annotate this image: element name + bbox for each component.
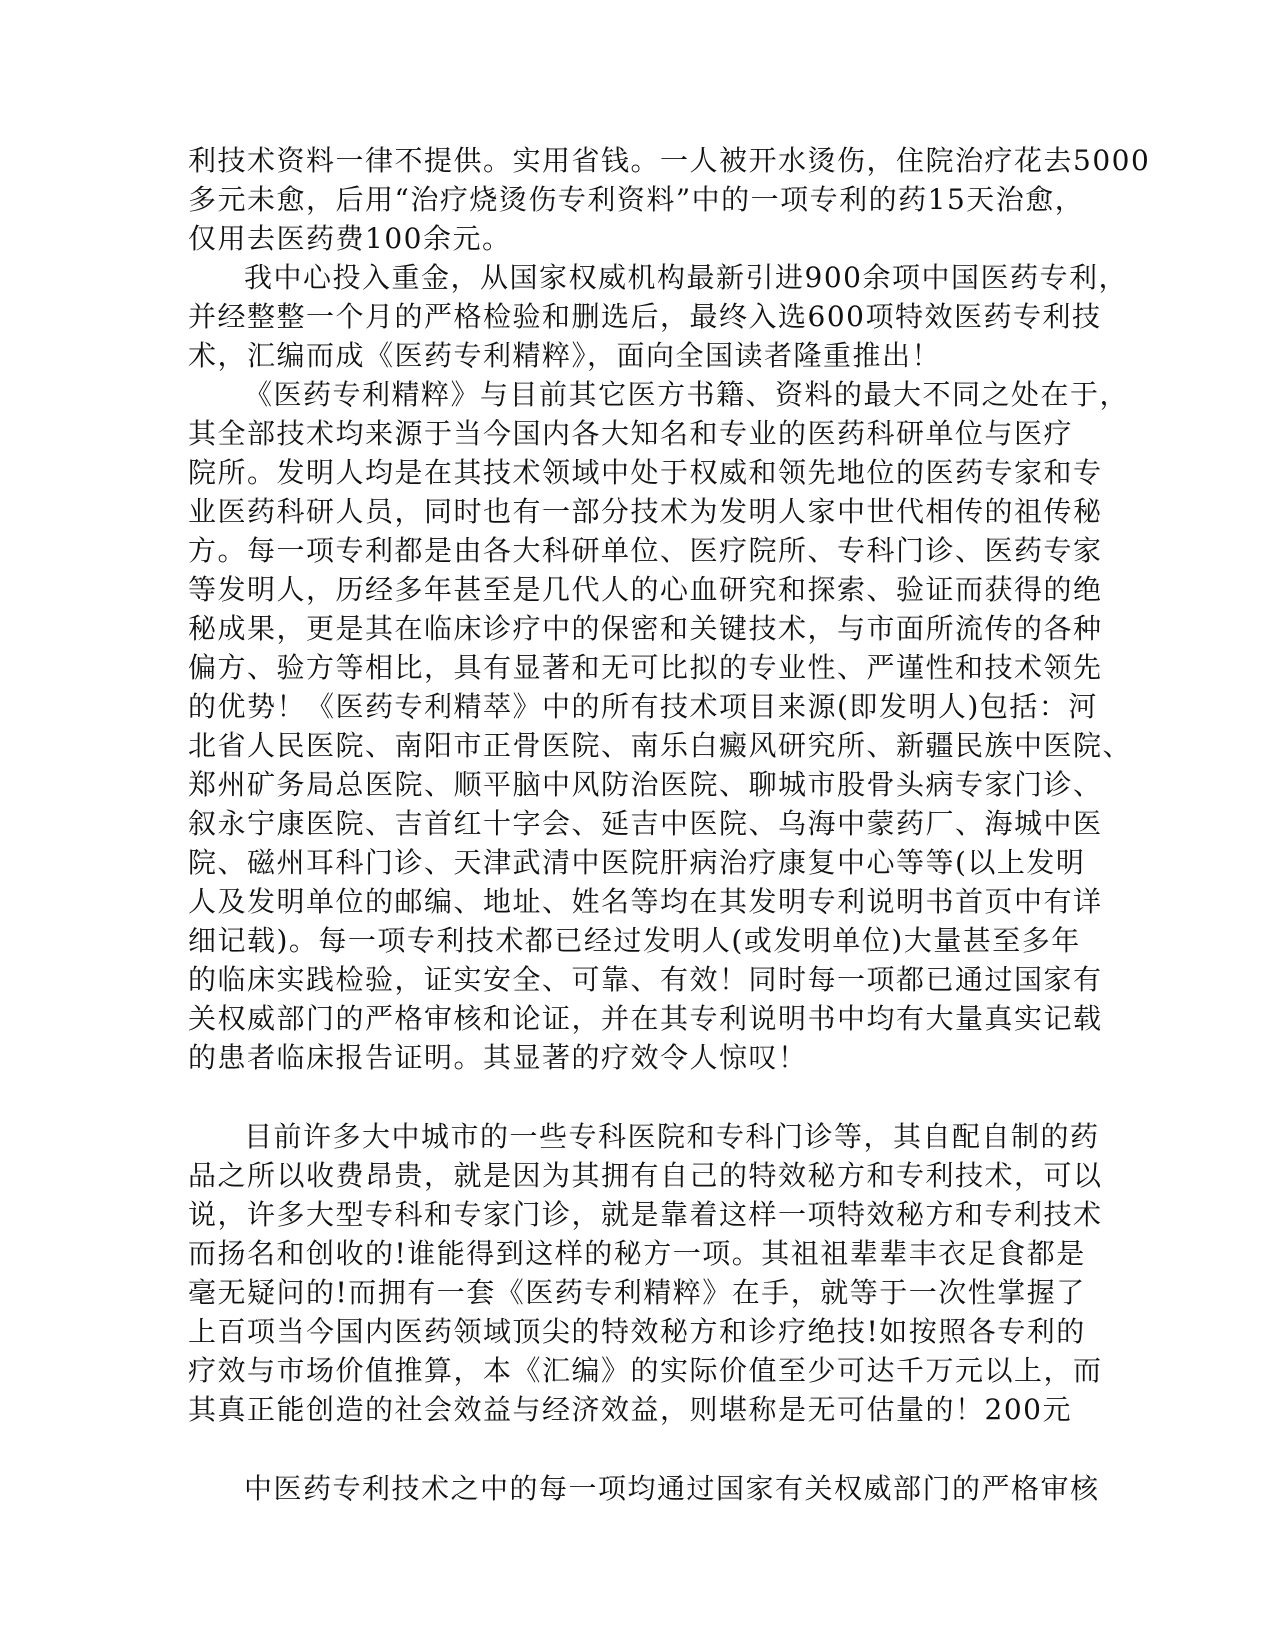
text-line: 人及发明单位的邮编、地址、姓名等均在其发明专利说明书首页中有详 [188,885,1103,918]
text-line: 郑州矿务局总医院、顺平脑中风防治医院、聊城市股骨头病专家门诊、 [188,768,1103,801]
text-line: 院所。发明人均是在其技术领域中处于权威和领先地位的医药专家和专 [188,456,1103,489]
text-line: 而扬名和创收的!谁能得到这样的秘方一项。其祖祖辈辈丰衣足食都是 [188,1237,1086,1270]
text-line: 术，汇编而成《医药专利精粹》，面向全国读者隆重推出！ [188,339,942,372]
text-line: 目前许多大中城市的一些专科医院和专科门诊等，其自配自制的药 [244,1120,1100,1153]
text-line: 仅用去医药费100余元。 [188,222,512,255]
text-line: 细记载)。每一项专利技术都已经过发明人(或发明单位)大量甚至多年 [188,924,1081,957]
text-line: 院、磁州耳科门诊、天津武清中医院肝病治疗康复中心等等(以上发明 [188,846,1086,879]
text-line: 业医药科研人员，同时也有一部分技术为发明人家中世代相传的祖传秘 [188,495,1103,528]
text-line: 中医药专利技术之中的每一项均通过国家有关权威部门的严格审核 [244,1472,1100,1505]
text-line: 秘成果，更是其在临床诊疗中的保密和关键技术，与市面所流传的各种 [188,612,1103,645]
text-line: 方。每一项专利都是由各大科研单位、医疗院所、专科门诊、医药专家 [188,534,1103,567]
text-line: 并经整整一个月的严格检验和删选后，最终入选600项特效医药专利技 [188,300,1102,333]
text-line: 《医药专利精粹》与目前其它医方书籍、资料的最大不同之处在于， [244,378,1130,411]
text-line: 叙永宁康医院、吉首红十字会、延吉中医院、乌海中蒙药厂、海城中医 [188,807,1103,840]
text-line: 的优势！《医药专利精萃》中的所有技术项目来源(即发明人)包括：河 [188,690,1098,723]
text-line: 利技术资料一律不提供。实用省钱。一人被开水烫伤，住院治疗花去5000 [188,144,1151,177]
text-line: 的患者临床报告证明。其显著的疗效令人惊叹！ [188,1041,808,1074]
text-line: 的临床实践检验，证实安全、可靠、有效！同时每一项都已通过国家有 [188,963,1103,996]
text-line: 我中心投入重金，从国家权威机构最新引进900余项中国医药专利， [244,261,1128,294]
text-line: 其真正能创造的社会效益与经济效益，则堪称是无可估量的！200元 [188,1393,1072,1426]
text-line: 疗效与市场价值推算，本《汇编》的实际价值至少可达千万元以上，而 [188,1354,1103,1387]
text-line: 说，许多大型专科和专家门诊，就是靠着这样一项特效秘方和专利技术 [188,1198,1103,1231]
text-line: 其全部技术均来源于当今国内各大知名和专业的医药科研单位与医疗 [188,417,1074,450]
text-line: 品之所以收费昂贵，就是因为其拥有自己的特效秘方和专利技术，可以 [188,1159,1103,1192]
text-line: 偏方、验方等相比，具有显著和无可比拟的专业性、严谨性和技术领先 [188,651,1103,684]
text-line: 上百项当今国内医药领域顶尖的特效秘方和诊疗绝技!如按照各专利的 [188,1315,1086,1348]
text-line: 北省人民医院、南阳市正骨医院、南乐白癜风研究所、新疆民族中医院、 [188,729,1133,762]
text-line: 多元未愈，后用“治疗烧烫伤专利资料”中的一项专利的药15天治愈， [188,183,1085,216]
text-line: 关权威部门的严格审核和论证，并在其专利说明书中均有大量真实记载 [188,1002,1103,1035]
text-line: 等发明人，历经多年甚至是几代人的心血研究和探索、验证而获得的绝 [188,573,1103,606]
text-line: 毫无疑问的!而拥有一套《医药专利精粹》在手，就等于一次性掌握了 [188,1276,1086,1309]
